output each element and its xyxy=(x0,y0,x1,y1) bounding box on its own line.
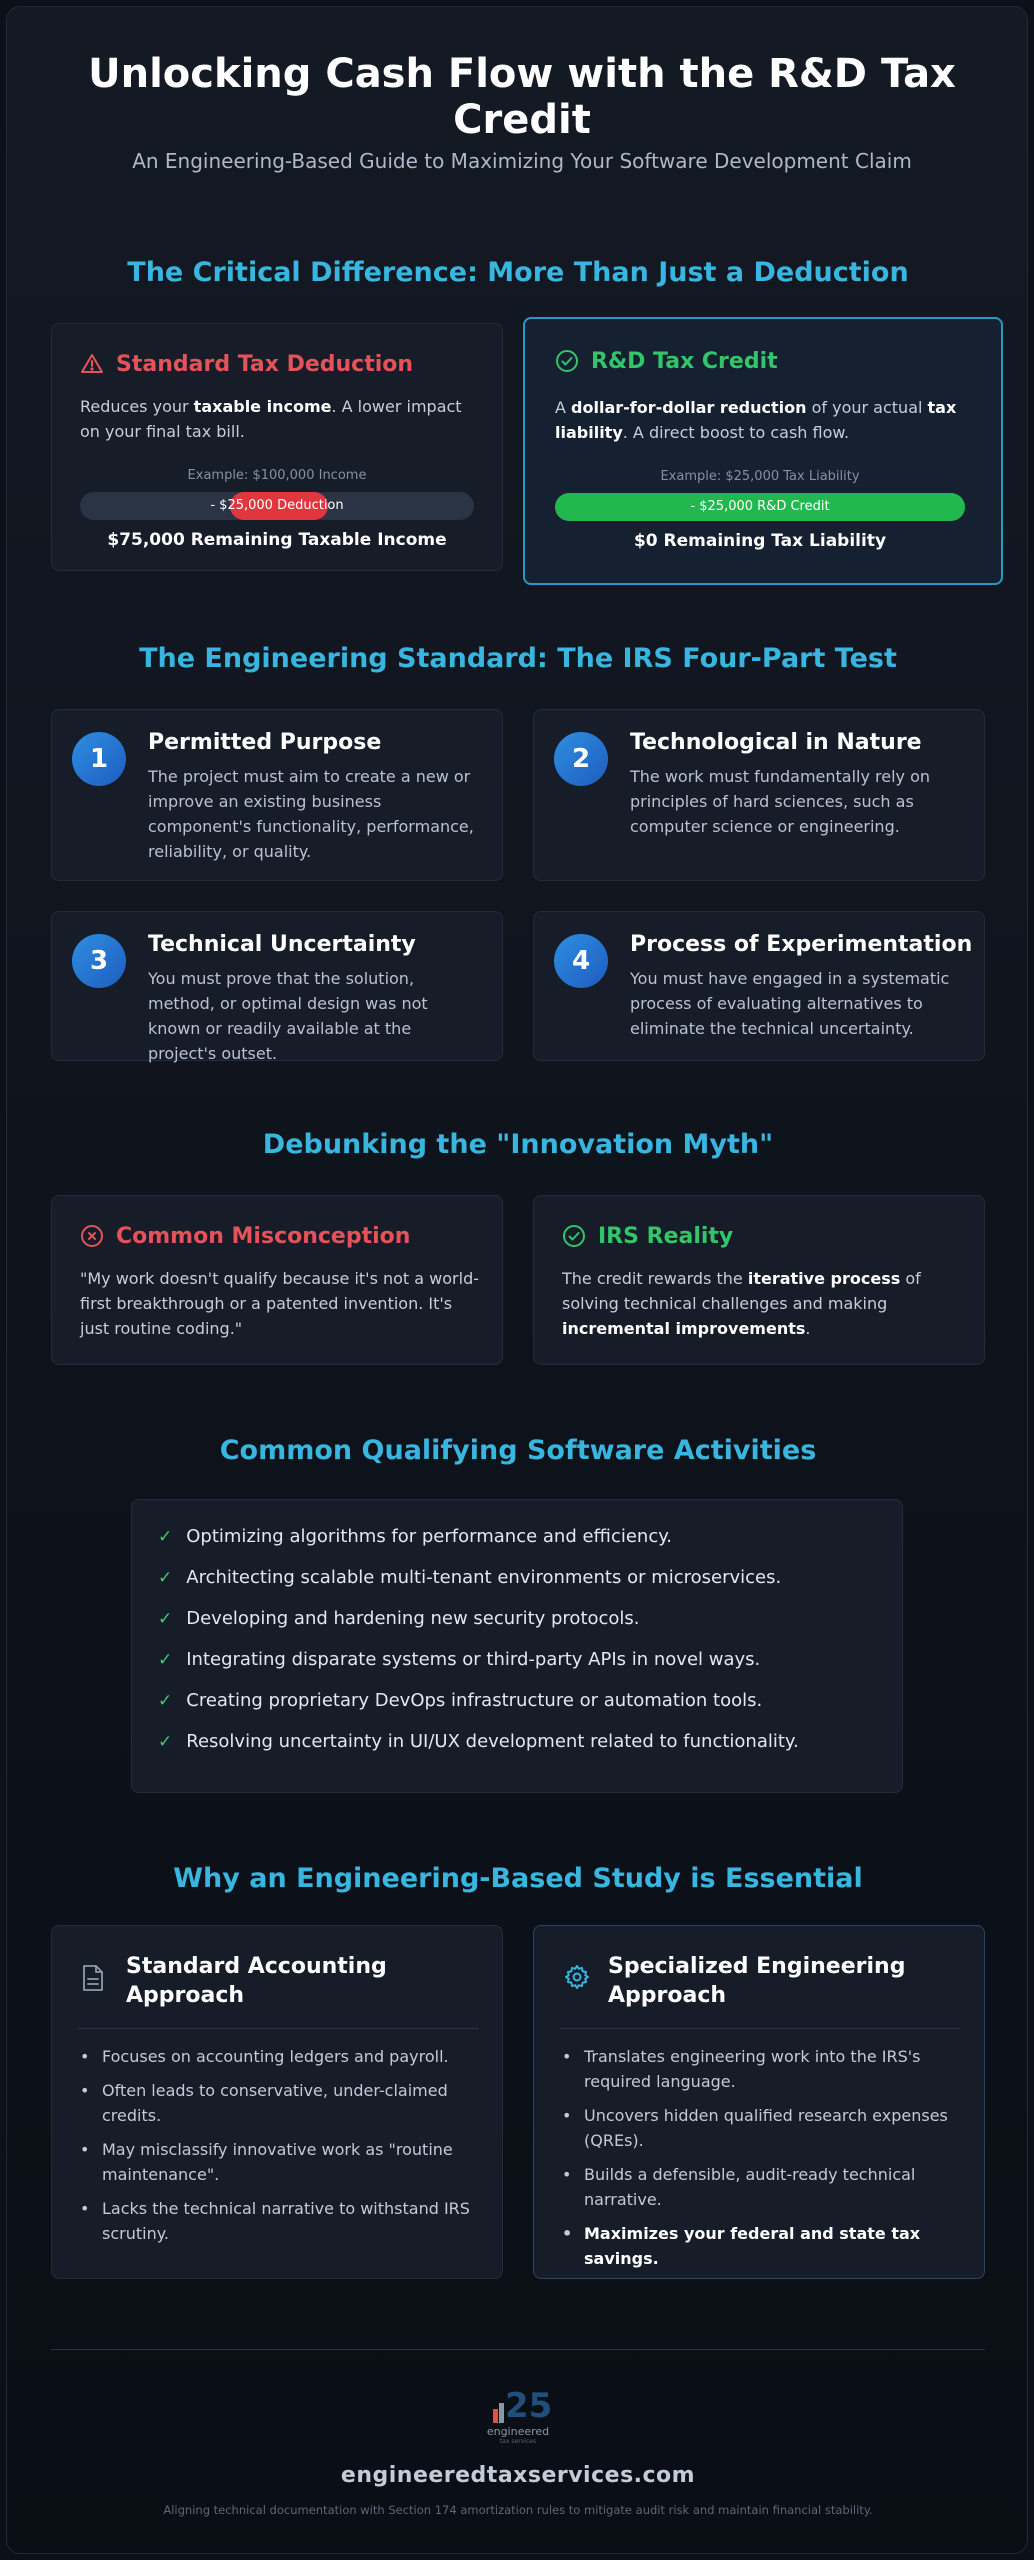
test-card-3 xyxy=(51,911,503,1061)
credit-title: R&D Tax Credit xyxy=(591,349,778,374)
activity-item: ✓ Integrating disparate systems or third-party APIs in novel ways. xyxy=(158,1649,761,1670)
x-circle-icon xyxy=(80,1224,104,1252)
checkmark-icon: ✓ xyxy=(158,1568,173,1588)
credit-description: A dollar-for-dollar reduction of your actual tax liability. A direct boost to cash flow. xyxy=(555,398,957,442)
credit-result: $0 Remaining Tax Liability xyxy=(633,531,887,551)
list-item: • Maximizes your federal and state tax savings. xyxy=(560,2221,960,2271)
test-number-badge: 4 xyxy=(554,934,608,988)
deduction-bar xyxy=(80,492,474,520)
deduction-bar-label: - $25,000 Deduction xyxy=(210,498,344,513)
test-title: Process of Experimentation xyxy=(630,932,973,957)
misconception-title: Common Misconception xyxy=(116,1224,411,1249)
activities-section-title: Common Qualifying Software Activities xyxy=(219,1435,817,1466)
divider xyxy=(78,2028,478,2029)
divider xyxy=(560,2028,960,2029)
list-item: • Lacks the technical narrative to withstand IRS scrutiny. xyxy=(78,2196,478,2246)
activities-card xyxy=(131,1499,903,1793)
list-item: • Builds a defensible, audit-ready technical narrative. xyxy=(560,2162,960,2212)
test-card-4 xyxy=(533,911,985,1061)
deduction-title: Standard Tax Deduction xyxy=(116,352,414,377)
checkmark-icon: ✓ xyxy=(158,1609,173,1629)
activity-item: ✓ Creating proprietary DevOps infrastructure or automation tools. xyxy=(158,1690,763,1711)
test-number-badge: 3 xyxy=(72,934,126,988)
test-description: The work must fundamentally rely on principles of hard sciences, such as computer science or engineering. xyxy=(630,767,931,836)
test-description: You must have engaged in a systematic process of evaluating alternatives to eliminate the technical uncertainty. xyxy=(630,969,950,1038)
page-title: Unlocking Cash Flow with the R&D Tax Credit xyxy=(88,51,956,143)
gear-icon xyxy=(564,1964,590,1994)
check-circle-icon xyxy=(562,1224,586,1252)
reality-text: The credit rewards the iterative process of solving technical challenges and making incremental improvements. xyxy=(562,1269,921,1338)
activity-item: ✓ Resolving uncertainty in UI/UX development related to functionality. xyxy=(158,1731,799,1752)
warning-icon xyxy=(80,352,104,380)
checkmark-icon: ✓ xyxy=(158,1650,173,1670)
footer-tagline: Aligning technical documentation with Section 174 amortization rules to mitigate audit risk and maintain financial stability. xyxy=(163,2503,873,2517)
engineering-title: Specialized Engineering Approach xyxy=(608,1954,906,2008)
test-card-2 xyxy=(533,709,985,881)
document-icon xyxy=(82,1964,104,1996)
misconception-text: "My work doesn't qualify because it's not a world-first breakthrough or a patented invention. It's just routine coding." xyxy=(80,1269,479,1338)
list-item: • Uncovers hidden qualified research expenses (QREs). xyxy=(560,2103,960,2153)
logo-number: 25 xyxy=(505,2386,553,2426)
activity-item: ✓ Developing and hardening new security protocols. xyxy=(158,1608,640,1629)
reality-title: IRS Reality xyxy=(598,1224,734,1249)
list-item: • May misclassify innovative work as "routine maintenance". xyxy=(78,2137,478,2187)
footer-divider xyxy=(51,2349,985,2350)
logo-word: engineered xyxy=(486,2425,550,2438)
credit-example: Example: $25,000 Tax Liability xyxy=(660,469,860,484)
test-description: The project must aim to create a new or improve an existing business component's functionality, performance, reliability, or quality. xyxy=(148,767,474,861)
accounting-card xyxy=(51,1925,503,2279)
logo-bar xyxy=(499,2403,504,2423)
engineering-card xyxy=(533,1925,985,2279)
four-part-section-title: The Engineering Standard: The IRS Four-Part Test xyxy=(139,643,897,674)
company-logo xyxy=(485,2387,551,2447)
test-description: You must prove that the solution, method, or optimal design was not known or readily available at the project's outset. xyxy=(148,969,428,1063)
deduction-card xyxy=(51,323,503,571)
checkmark-icon: ✓ xyxy=(158,1732,173,1752)
deduction-result: $75,000 Remaining Taxable Income xyxy=(107,530,447,550)
logo-tagline: tax services xyxy=(499,2438,537,2445)
difference-section-title: The Critical Difference: More Than Just a Deduction xyxy=(127,257,909,288)
activity-item: ✓ Optimizing algorithms for performance and efficiency. xyxy=(158,1526,673,1547)
test-card-1 xyxy=(51,709,503,881)
test-title: Permitted Purpose xyxy=(148,730,382,755)
credit-card xyxy=(523,317,1003,585)
study-section-title: Why an Engineering-Based Study is Essential xyxy=(173,1863,863,1894)
logo-bar xyxy=(493,2409,498,2423)
deduction-example: Example: $100,000 Income xyxy=(187,468,367,483)
test-number-badge: 1 xyxy=(72,732,126,786)
myth-section-title: Debunking the "Innovation Myth" xyxy=(262,1129,774,1160)
list-item: • Focuses on accounting ledgers and payroll. xyxy=(78,2044,478,2069)
check-circle-icon xyxy=(555,349,579,377)
deduction-description: Reduces your taxable income. A lower impact on your final tax bill. xyxy=(80,397,462,441)
checkmark-icon: ✓ xyxy=(158,1527,173,1547)
accounting-title: Standard Accounting Approach xyxy=(126,1954,387,2008)
accounting-list xyxy=(78,2044,478,2255)
page-subtitle: An Engineering-Based Guide to Maximizing Your Software Development Claim xyxy=(132,149,912,173)
test-title: Technological in Nature xyxy=(630,730,922,755)
activity-item: ✓ Architecting scalable multi-tenant environments or microservices. xyxy=(158,1567,782,1588)
website-link[interactable]: engineeredtaxservices.com xyxy=(340,2463,696,2488)
test-number-badge: 2 xyxy=(554,732,608,786)
test-title: Technical Uncertainty xyxy=(148,932,416,957)
list-item: • Translates engineering work into the IRS's required language. xyxy=(560,2044,960,2094)
checkmark-icon: ✓ xyxy=(158,1691,173,1711)
reality-card xyxy=(533,1195,985,1365)
credit-bar xyxy=(555,493,965,521)
misconception-card xyxy=(51,1195,503,1365)
engineering-list xyxy=(560,2044,960,2280)
list-item: • Often leads to conservative, under-claimed credits. xyxy=(78,2078,478,2128)
credit-bar-label: - $25,000 R&D Credit xyxy=(690,499,830,514)
page-frame xyxy=(6,6,1028,2554)
